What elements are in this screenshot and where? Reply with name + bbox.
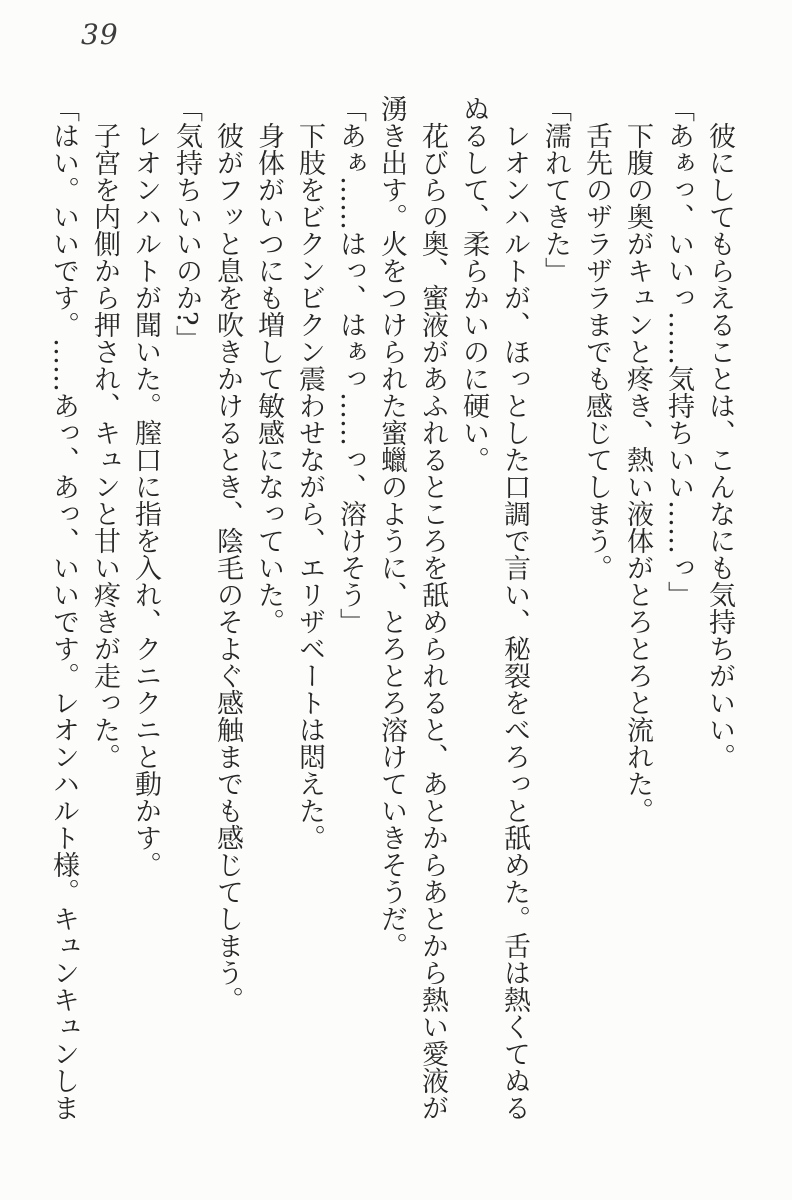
paragraph: 花びらの奥、蜜液があふれるところを舐められると、あとからあとから熱い愛液が湧き出す。火をつけられた蜜蠟のように、とろとろ溶けていきそうだ。 — [376, 95, 448, 1121]
paragraph: レオンハルトが、ほっとした口調で言い、秘裂をべろっと舐めた。舌は熱くてぬるぬるして、柔らかいのに硬い。 — [458, 95, 530, 1121]
paragraph: レオンハルトが聞いた。膣口に指を入れ、クニクニと動かす。 — [130, 122, 161, 878]
paragraph: 下肢をビクンビクン震わせながら、エリザベートは悶えた。 — [294, 122, 325, 851]
paragraph: 彼にしてもらえることは、こんなにも気持ちがいい。 — [704, 122, 735, 770]
paragraph: 「濡れてきた」 — [540, 95, 571, 284]
text-body — [40, 95, 740, 1125]
paragraph: 「あぁ……はっ、はぁっ……っ、溶けそう」 — [335, 95, 366, 635]
paragraph: 身体がいつにも増して敏感になっていた。 — [253, 122, 284, 635]
paragraph: 「気持ちいいのか?」 — [171, 95, 202, 353]
paragraph: 彼がフッと息を吹きかけるとき、陰毛のそよぐ感触までも感じてしまう。 — [212, 122, 243, 1013]
paragraph: 「はい。いいです。……あっ、あっ、いいです。レオンハルト様。キュンキュンしま — [48, 95, 79, 1121]
page-number: 39 — [81, 18, 119, 51]
paragraph: 舌先のザラザラまでも感じてしまう。 — [581, 122, 612, 581]
paragraph: 子宮を内側から押され、キュンと甘い疼きが走った。 — [89, 122, 120, 770]
paragraph: 下腹の奥がキュンと疼き、熱い液体がとろとろと流れた。 — [622, 122, 653, 824]
paragraph: 「あぁっ、いいっ……気持ちいい……っ」 — [663, 95, 694, 608]
